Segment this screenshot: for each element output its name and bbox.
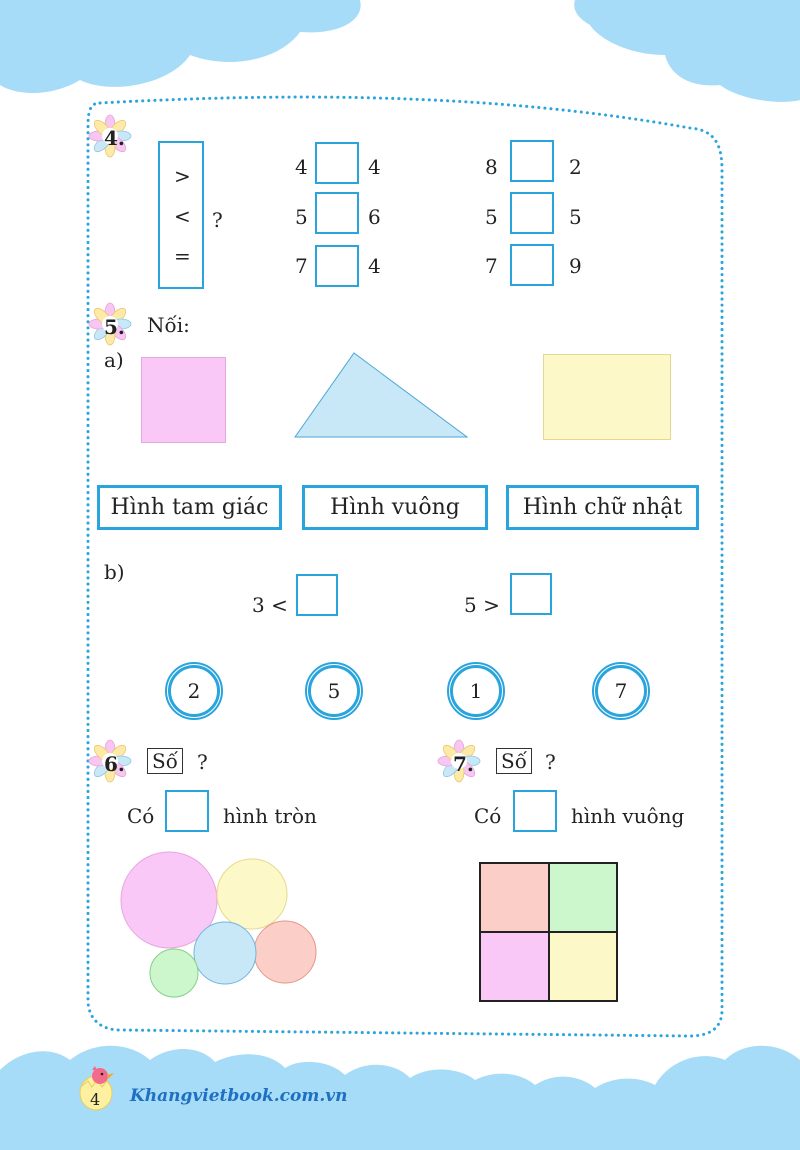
so-label: Số xyxy=(147,748,183,774)
number-option[interactable]: 7 xyxy=(595,665,647,717)
part-a-label: a) xyxy=(104,348,124,372)
exercise-number: 5. xyxy=(104,315,125,339)
count-suffix: hình vuông xyxy=(571,804,685,828)
instruction: Nối: xyxy=(147,313,190,337)
exercise-number: 6. xyxy=(104,752,125,776)
page-number: 4 xyxy=(90,1090,101,1109)
part-b-label: b) xyxy=(104,560,125,584)
number-option[interactable]: 5 xyxy=(308,665,360,717)
square-pink xyxy=(481,933,548,1000)
number-option[interactable]: 2 xyxy=(168,665,220,717)
inequality-1: 3 < xyxy=(252,593,288,617)
compare-right-b: 2 xyxy=(569,155,582,179)
count-prefix: Có xyxy=(474,804,502,828)
compare-answer-box[interactable] xyxy=(510,244,554,286)
compare-right-a: 8 xyxy=(485,155,498,179)
question-mark: ? xyxy=(545,750,556,774)
compare-answer-box[interactable] xyxy=(510,192,554,234)
inequality-2: 5 > xyxy=(464,593,500,617)
exercise-number: 4. xyxy=(104,126,125,150)
compare-right-a: 7 xyxy=(485,254,498,278)
compare-left-a: 4 xyxy=(295,155,308,179)
count-prefix: Có xyxy=(127,804,155,828)
inequality-answer-box[interactable] xyxy=(510,573,552,615)
count-answer-box[interactable] xyxy=(513,790,557,832)
compare-right-b: 5 xyxy=(569,205,582,229)
number-option[interactable]: 1 xyxy=(450,665,502,717)
compare-answer-box[interactable] xyxy=(510,140,554,182)
so-label: Số xyxy=(496,748,532,774)
compare-left-a: 7 xyxy=(295,254,308,278)
question-mark: ? xyxy=(197,750,208,774)
compare-left-b: 4 xyxy=(368,254,381,278)
squares-figure xyxy=(479,862,618,1002)
label-rectangle[interactable]: Hình chữ nhật xyxy=(506,485,699,530)
compare-answer-box[interactable] xyxy=(315,192,359,234)
inequality-answer-box[interactable] xyxy=(296,574,338,616)
yellow-rectangle xyxy=(543,354,671,440)
circles-figure xyxy=(115,845,325,1005)
compare-right-b: 9 xyxy=(569,254,582,278)
sign-less: < xyxy=(174,204,191,228)
square-yellow xyxy=(550,933,616,1000)
compare-left-b: 6 xyxy=(368,205,381,229)
compare-right-a: 5 xyxy=(485,205,498,229)
square-salmon xyxy=(481,864,548,931)
exercise-number: 7. xyxy=(453,752,474,776)
count-answer-box[interactable] xyxy=(165,790,209,832)
website-logo: Khangvietbook.com.vn xyxy=(130,1086,348,1106)
blue-triangle xyxy=(292,350,472,440)
square-green xyxy=(550,864,616,931)
compare-answer-box[interactable] xyxy=(315,142,359,184)
label-square[interactable]: Hình vuông xyxy=(302,485,488,530)
count-suffix: hình tròn xyxy=(223,804,317,828)
sign-greater: > xyxy=(174,164,191,188)
compare-left-a: 5 xyxy=(295,205,308,229)
question-mark: ? xyxy=(212,208,223,232)
sign-equal: = xyxy=(174,244,191,268)
pink-square xyxy=(141,357,226,443)
label-triangle[interactable]: Hình tam giác xyxy=(97,485,282,530)
compare-left-b: 4 xyxy=(368,155,381,179)
compare-answer-box[interactable] xyxy=(315,245,359,287)
